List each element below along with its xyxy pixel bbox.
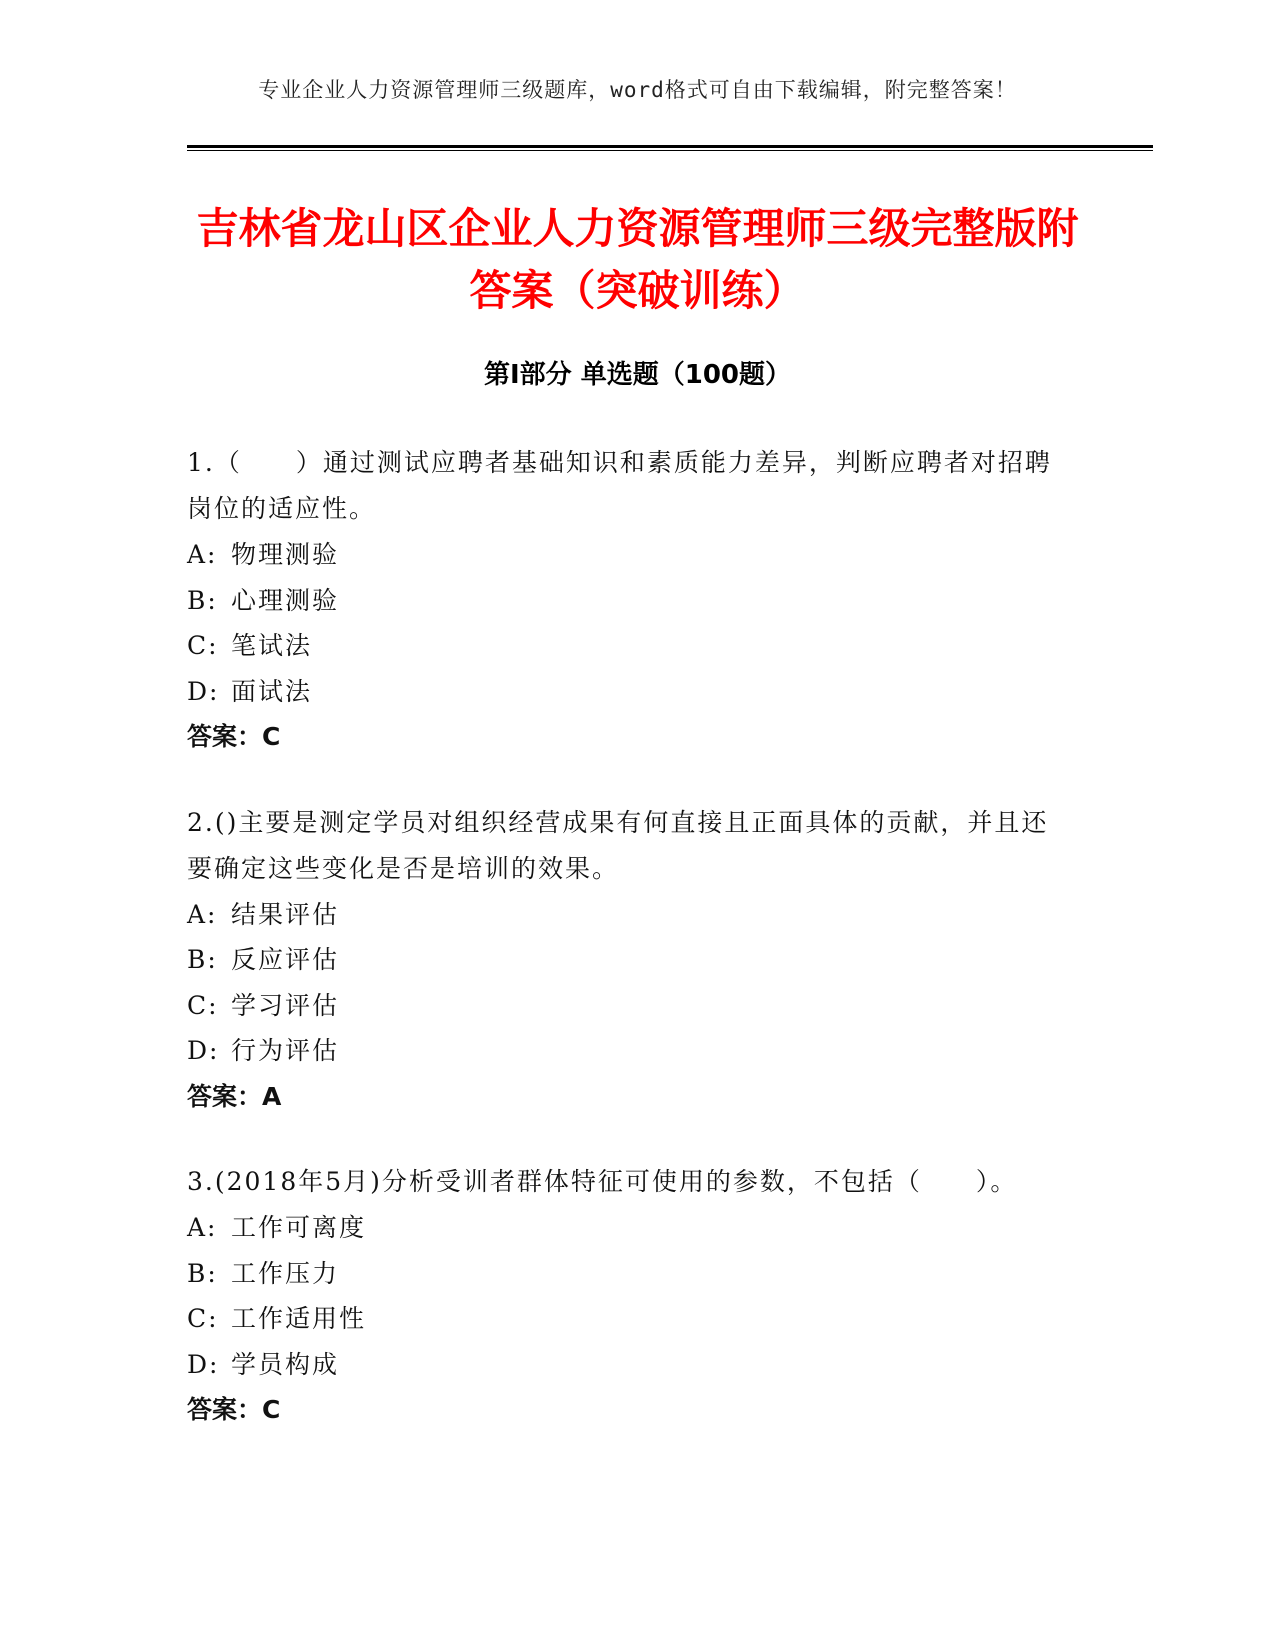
answer-line: 答案：C xyxy=(187,1395,281,1424)
option-b xyxy=(187,578,1057,624)
option-key: A: xyxy=(187,540,218,569)
option-text: 反应评估 xyxy=(231,945,340,974)
option-a xyxy=(187,892,1057,938)
option-text: 结果评估 xyxy=(231,899,340,929)
option-key: C: xyxy=(187,1304,219,1333)
option-d xyxy=(187,1342,1057,1388)
option-text: 工作可离度 xyxy=(231,1213,367,1242)
option-c xyxy=(187,983,1057,1029)
option-text: 行为评估 xyxy=(231,1036,340,1065)
option-text: 工作适用性 xyxy=(231,1304,367,1333)
option-b xyxy=(187,1251,1057,1297)
option-key: A: xyxy=(187,1213,218,1242)
header-note: 专业企业人力资源管理师三级题库，word格式可自由下载编辑，附完整答案！ xyxy=(258,78,1017,102)
header-divider-thin xyxy=(187,150,1153,151)
answer-line: 答案：C xyxy=(187,722,281,751)
option-a xyxy=(187,532,1057,578)
header-divider-thick xyxy=(187,145,1153,148)
option-key: D: xyxy=(187,1349,220,1379)
option-text: 工作压力 xyxy=(231,1258,340,1288)
option-c xyxy=(187,623,1057,669)
option-d xyxy=(187,669,1057,715)
option-text: 学员构成 xyxy=(231,1349,340,1379)
option-key: B: xyxy=(187,1258,218,1288)
option-a xyxy=(187,1205,1057,1251)
document-title: 吉林省龙山区企业人力资源管理师三级完整版附答案（突破训练） xyxy=(196,204,1079,315)
option-text: 面试法 xyxy=(231,676,313,706)
question-item xyxy=(187,440,1057,760)
option-d xyxy=(187,1028,1057,1074)
option-key: B: xyxy=(187,945,218,974)
question-stem: 1.（ ）通过测试应聘者基础知识和素质能力差异，判断应聘者对招聘岗位的适应性。 xyxy=(187,448,1052,523)
option-text: 学习评估 xyxy=(231,990,340,1020)
option-key: B: xyxy=(187,585,218,615)
question-item xyxy=(187,1159,1057,1433)
section-heading: 第Ⅰ部分 单选题（100题） xyxy=(484,360,791,390)
question-item xyxy=(187,800,1057,1120)
question-stem: 3.(2018年5月)分析受训者群体特征可使用的参数，不包括（ ）。 xyxy=(187,1167,1018,1196)
option-key: C: xyxy=(187,631,219,660)
option-key: D: xyxy=(187,676,220,706)
option-text: 物理测验 xyxy=(231,540,340,569)
question-list xyxy=(187,440,1057,1473)
option-c xyxy=(187,1296,1057,1342)
option-key: A: xyxy=(187,899,218,929)
option-key: D: xyxy=(187,1036,220,1065)
option-b xyxy=(187,937,1057,983)
option-key: C: xyxy=(187,990,219,1020)
answer-line: 答案：A xyxy=(187,1081,282,1111)
option-text: 笔试法 xyxy=(231,631,313,660)
option-text: 心理测验 xyxy=(231,585,340,615)
question-stem: 2.()主要是测定学员对组织经营成果有何直接且正面具体的贡献，并且还要确定这些变化是否是培训的效果。 xyxy=(187,807,1049,883)
